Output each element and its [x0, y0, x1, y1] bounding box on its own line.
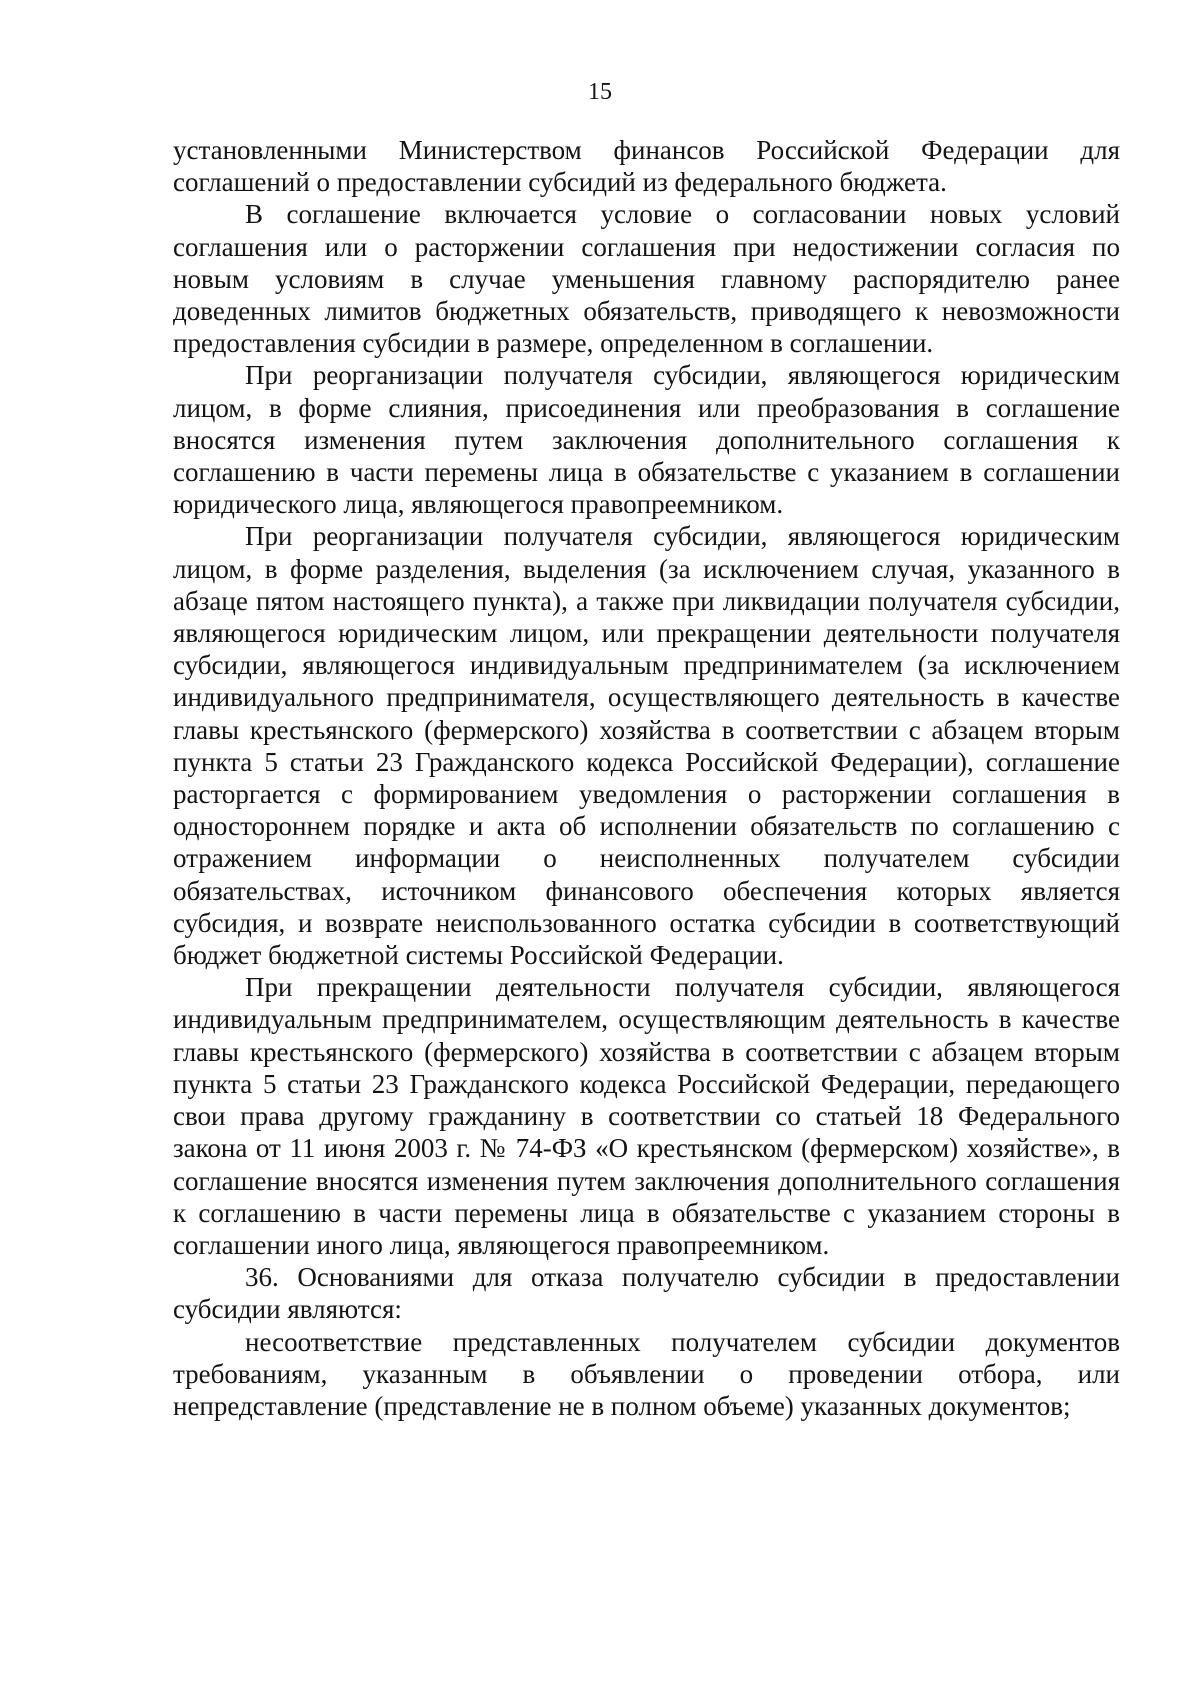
paragraph-refusal-grounds: 36. Основаниями для отказа получателю субсидии в предоставлении субсидии являются: [173, 1262, 1120, 1325]
paragraph-continuation: установленными Министерством финансов Российской Федерации для соглашений о предоставлении субсидий из федерального бюджета. [173, 135, 1120, 198]
paragraph-agreement-conditions: В соглашение включается условие о согласовании новых условий соглашения или о расторжении соглашения при недостижении согласия по новым условиям в случае уменьшения главному распорядителю ранее доведенных лимитов бюджетных обязательств, приводящего к невозможности предоставления субсидии в размере, определенном в соглашении. [173, 199, 1120, 359]
paragraph-farm-termination: При прекращении деятельности получателя субсидии, являющегося индивидуальным предпринимателем, осуществляющим деятельность в качестве главы крестьянского (фермерского) хозяйства в соответствии с абзацем вторым пункта 5 статьи 23 Гражданского кодекса Российской Федерации, передающего свои права другому гражданину в соответствии со статьей 18 Федерального закона от 11 июня 2003 г. № 74-ФЗ «О крестьянском (фермерском) хозяйстве», в соглашение вносятся изменения путем заключения дополнительного соглашения к соглашению в части перемены лица в обязательстве с указанием стороны в соглашении иного лица, являющегося правопреемником. [173, 972, 1120, 1260]
paragraph-reorganization-division: При реорганизации получателя субсидии, являющегося юридическим лицом, в форме разделения, выделения (за исключением случая, указанного в абзаце пятом настоящего пункта), а также при ликвидации получателя субсидии, являющегося юридическим лицом, или прекращении деятельности получателя субсидии, являющегося индивидуальным предпринимателем (за исключением индивидуального предпринимателя, осуществляющего деятельность в качестве главы крестьянского (фермерского) хозяйства в соответствии с абзацем вторым пункта 5 статьи 23 Гражданского кодекса Российской Федерации), соглашение расторгается с формированием уведомления о расторжении соглашения в одностороннем порядке и акта об исполнении обязательств по соглашению с отражением информации о неисполненных получателем субсидии обязательствах, источником финансового обеспечения которых является субсидия, и возврате неиспользованного остатка субсидии в соответствующий бюджет бюджетной системы Российской Федерации. [173, 521, 1120, 971]
page-number: 15 [588, 79, 612, 105]
paragraph-reorganization-merger: При реорганизации получателя субсидии, являющегося юридическим лицом, в форме слияния, присоединения или преобразования в соглашение вносятся изменения путем заключения дополнительного соглашения к соглашению в части перемены лица в обязательстве с указанием в соглашении юридического лица, являющегося правопреемником. [173, 360, 1120, 520]
document-body [173, 134, 1120, 1422]
paragraph-document-mismatch: несоответствие представленных получателем субсидии документов требованиям, указанным в объявлении о проведении отбора, или непредставление (представление не в полном объеме) указанных документов; [173, 1326, 1120, 1421]
